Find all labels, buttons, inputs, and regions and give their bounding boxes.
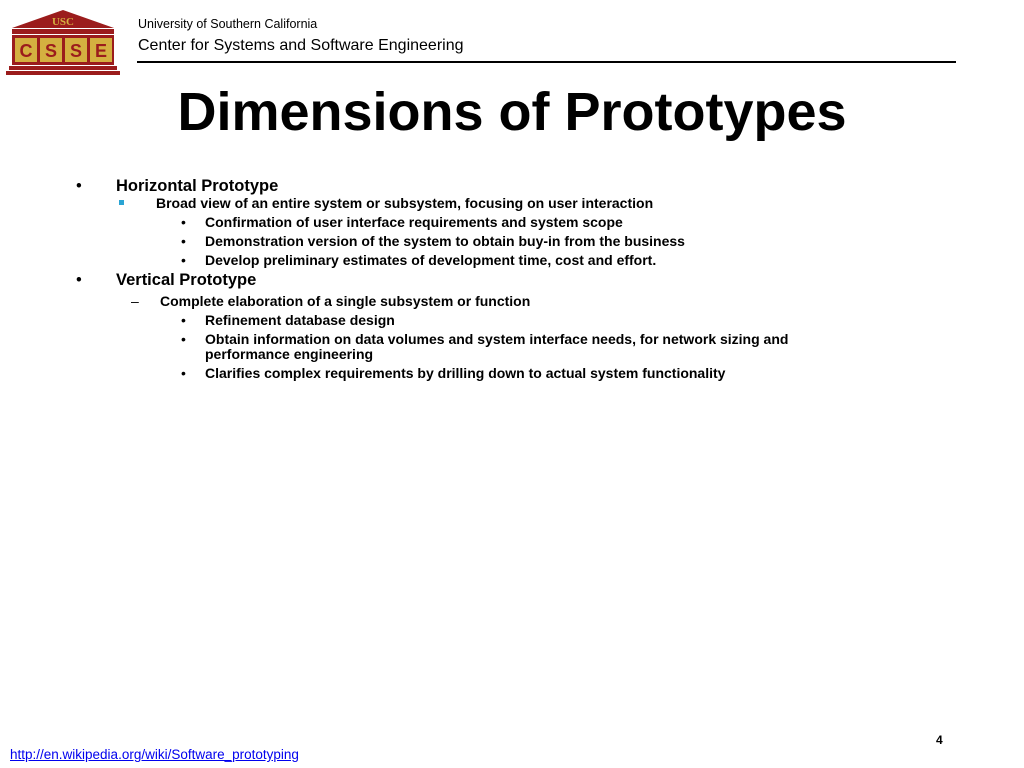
csse-building-icon xyxy=(6,8,120,76)
bullet-marker: • xyxy=(181,214,186,230)
logo-letter-s2: S xyxy=(69,41,83,61)
bullet-horizontal-prototype: Horizontal Prototype xyxy=(116,177,279,195)
bullet-marker: • xyxy=(181,312,186,328)
detail-vertical-1: Refinement database design xyxy=(205,312,395,328)
sub-bullet-horizontal: Broad view of an entire system or subsystem, focusing on user interaction xyxy=(156,195,654,211)
university-name: University of Southern California xyxy=(138,17,318,31)
header-divider xyxy=(137,61,956,63)
usc-csse-logo xyxy=(6,8,120,76)
detail-vertical-3: Clarifies complex requirements by drilling down to actual system functionality xyxy=(205,365,726,381)
detail-vertical-2-continued: performance engineering xyxy=(205,346,374,362)
center-name: Center for Systems and Software Engineering xyxy=(138,37,464,54)
sub-bullet-vertical: Complete elaboration of a single subsystem or function xyxy=(160,293,531,309)
bullet-marker: • xyxy=(181,365,186,381)
detail-vertical-2: Obtain information on data volumes and system interface needs, for network sizing and xyxy=(205,331,789,347)
bullet-marker: • xyxy=(181,252,186,268)
slide-title: Dimensions of Prototypes xyxy=(177,82,847,142)
detail-horizontal-1: Confirmation of user interface requirements and system scope xyxy=(205,214,623,230)
logo-letter-e: E xyxy=(94,41,108,61)
logo-letter-c: C xyxy=(19,41,33,61)
logo-letter-s1: S xyxy=(44,41,58,61)
detail-horizontal-3: Develop preliminary estimates of development time, cost and effort. xyxy=(205,252,657,268)
bullet-marker: • xyxy=(181,233,186,249)
detail-horizontal-2: Demonstration version of the system to obtain buy-in from the business xyxy=(205,233,685,249)
bullet-marker: • xyxy=(76,177,82,195)
logo-usc-text: USC xyxy=(51,16,75,28)
bullet-marker: • xyxy=(76,271,82,289)
bullet-marker: • xyxy=(181,331,186,347)
dash-marker: – xyxy=(131,293,139,309)
bullet-vertical-prototype: Vertical Prototype xyxy=(116,271,257,289)
square-bullet-marker xyxy=(119,200,124,205)
page-number: 4 xyxy=(936,733,943,747)
source-link[interactable]: http://en.wikipedia.org/wiki/Software_prototyping xyxy=(10,747,299,762)
